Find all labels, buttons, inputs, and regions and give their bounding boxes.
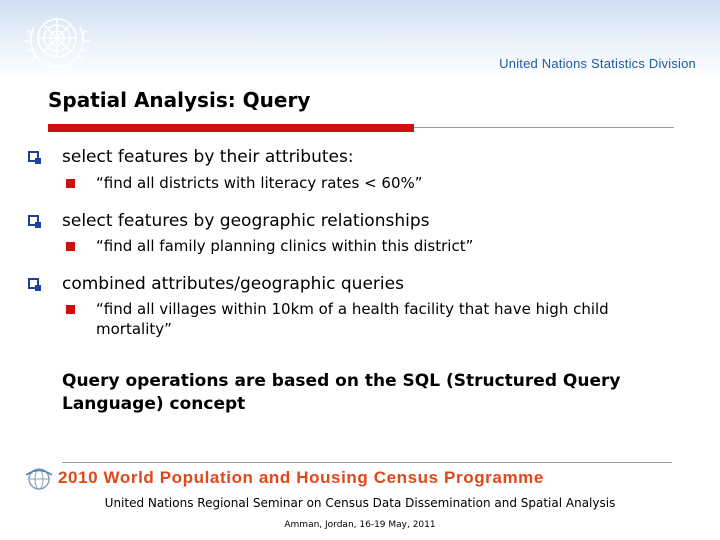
un-emblem-icon [22,9,92,71]
sub-list-item: “find all family planning clinics within this district” [96,237,474,255]
bullet-icon [28,215,39,226]
sub-list-item: “find all villages within 10km of a health facility that have high child mortality” [96,300,609,338]
bullet-icon [28,278,39,289]
footer-rule [62,462,672,463]
sub-bullet-icon [66,305,75,314]
list-item: select features by geographic relationships [62,211,430,231]
census-banner [22,466,698,492]
location-text: Amman, Jordan, 16-19 May, 2011 [284,520,436,530]
slide-title: Spatial Analysis: Query [48,88,311,112]
banner-text: 2010 World Population and Housing Census Programme [58,468,544,487]
note-text: Query operations are based on the SQL (Structured Query Language) concept [62,371,621,414]
list-item: combined attributes/geographic queries [62,274,404,294]
sub-bullet-icon [66,179,75,188]
title-rule-accent [48,124,414,132]
census-globe-icon [24,466,54,492]
title-rule [414,127,674,128]
seminar-text: United Nations Regional Seminar on Census Data Dissemination and Spatial Analysis [104,496,616,510]
bullet-icon [28,151,39,162]
sub-bullet-icon [66,242,75,251]
list-item: select features by their attributes: [62,147,354,167]
division-name: United Nations Statistics Division [499,56,696,71]
sub-list-item: “find all districts with literacy rates < 60%” [96,174,423,192]
